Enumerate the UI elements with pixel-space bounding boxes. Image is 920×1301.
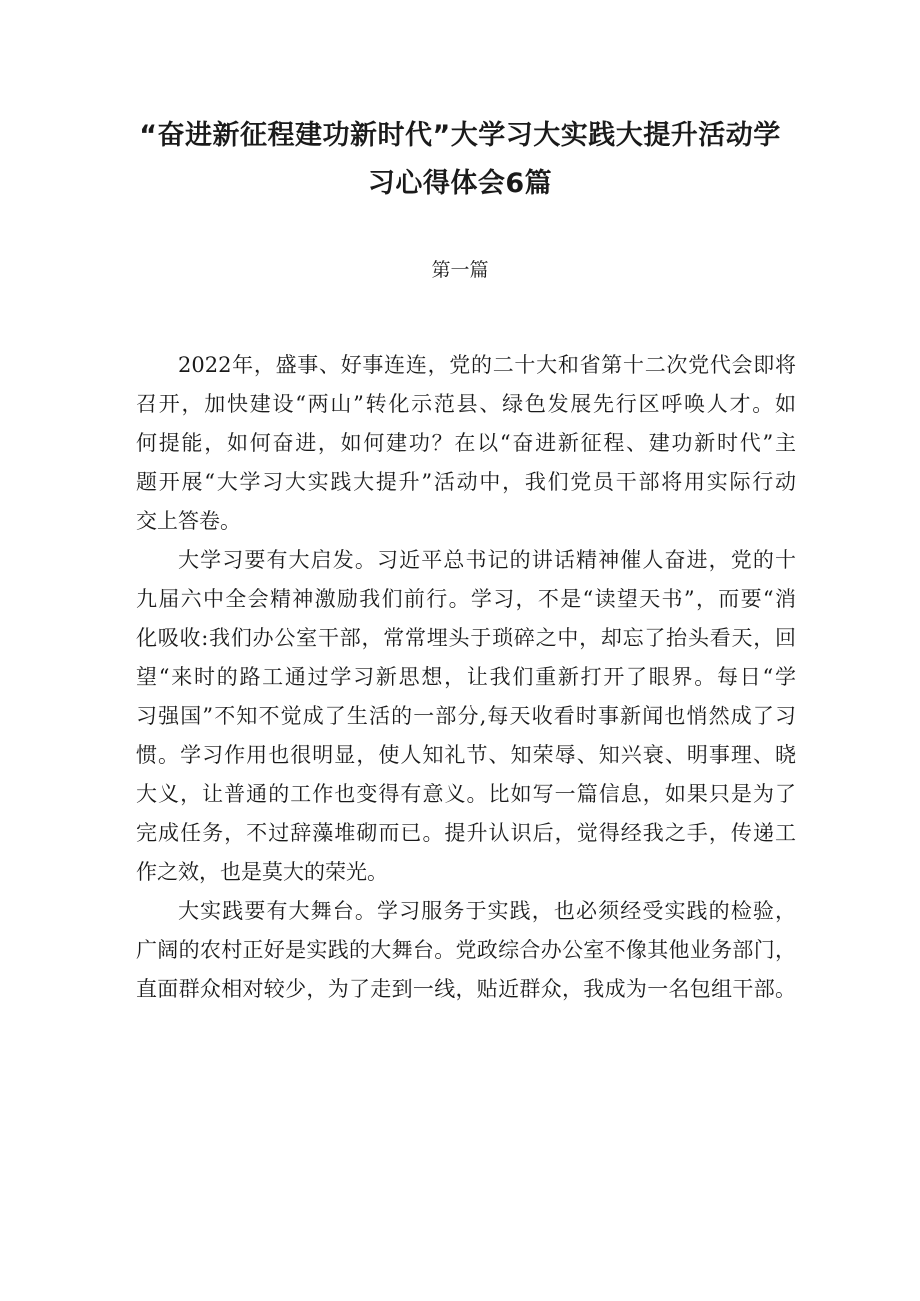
paragraph-line: 直面群众相对较少，为了走到一线，贴近群众，我成为一名包组干部。 xyxy=(136,977,796,1001)
paragraph-line: 大实践要有大舞台。学习服务于实践，也必须经受实践的检验， xyxy=(178,899,796,923)
paragraph-line: 交上答卷。 xyxy=(136,509,241,533)
title-line-1: “奋进新征程建功新时代”大学习大实践大提升活动学 xyxy=(139,120,781,151)
paragraph-line: 召开，加快建设“两山”转化示范县、绿色发展先行区呼唤人才。如 xyxy=(136,392,796,416)
section-heading: 第一篇 xyxy=(431,259,489,281)
paragraph-3 xyxy=(136,892,796,1009)
paragraph-line: 惯。学习作用也很明显，使人知礼节、知荣辱、知兴衰、明事理、晓 xyxy=(136,743,796,767)
paragraph-line: 望“来时的路工通过学习新思想，让我们重新打开了眼界。每日“学 xyxy=(136,665,796,689)
paragraph-line: 何提能，如何奋进，如何建功？在以“奋进新征程、建功新时代”主 xyxy=(136,431,796,455)
document-title xyxy=(130,112,790,208)
paragraph-line: 2022年，盛事、好事连连，党的二十大和省第十二次党代会即将 xyxy=(178,353,796,377)
document-body xyxy=(136,346,796,1009)
paragraph-line: 习强国”不知不觉成了生活的一部分,每天收看时事新闻也悄然成了习 xyxy=(136,704,796,728)
paragraph-2 xyxy=(136,541,796,892)
paragraph-line: 大学习要有大启发。习近平总书记的讲话精神催人奋进，党的十 xyxy=(178,548,796,572)
title-line-2: 习心得体会6篇 xyxy=(367,168,553,199)
paragraph-line: 完成任务，不过辞藻堆砌而已。提升认识后，觉得经我之手，传递工 xyxy=(136,821,796,845)
paragraph-line: 九届六中全会精神激励我们前行。学习，不是“读望天书”，而要“消 xyxy=(136,587,796,611)
paragraph-line: 广阔的农村正好是实践的大舞台。党政综合办公室不像其他业务部门， xyxy=(136,938,796,962)
paragraph-1 xyxy=(136,346,796,541)
paragraph-line: 大义，让普通的工作也变得有意义。比如写一篇信息，如果只是为了 xyxy=(136,782,796,806)
paragraph-line: 题开展“大学习大实践大提升”活动中，我们党员干部将用实际行动 xyxy=(136,470,796,494)
paragraph-line: 作之效，也是莫大的荣光。 xyxy=(136,860,388,884)
paragraph-line: 化吸收:我们办公室干部，常常埋头于琐碎之中，却忘了抬头看天，回 xyxy=(136,626,796,650)
